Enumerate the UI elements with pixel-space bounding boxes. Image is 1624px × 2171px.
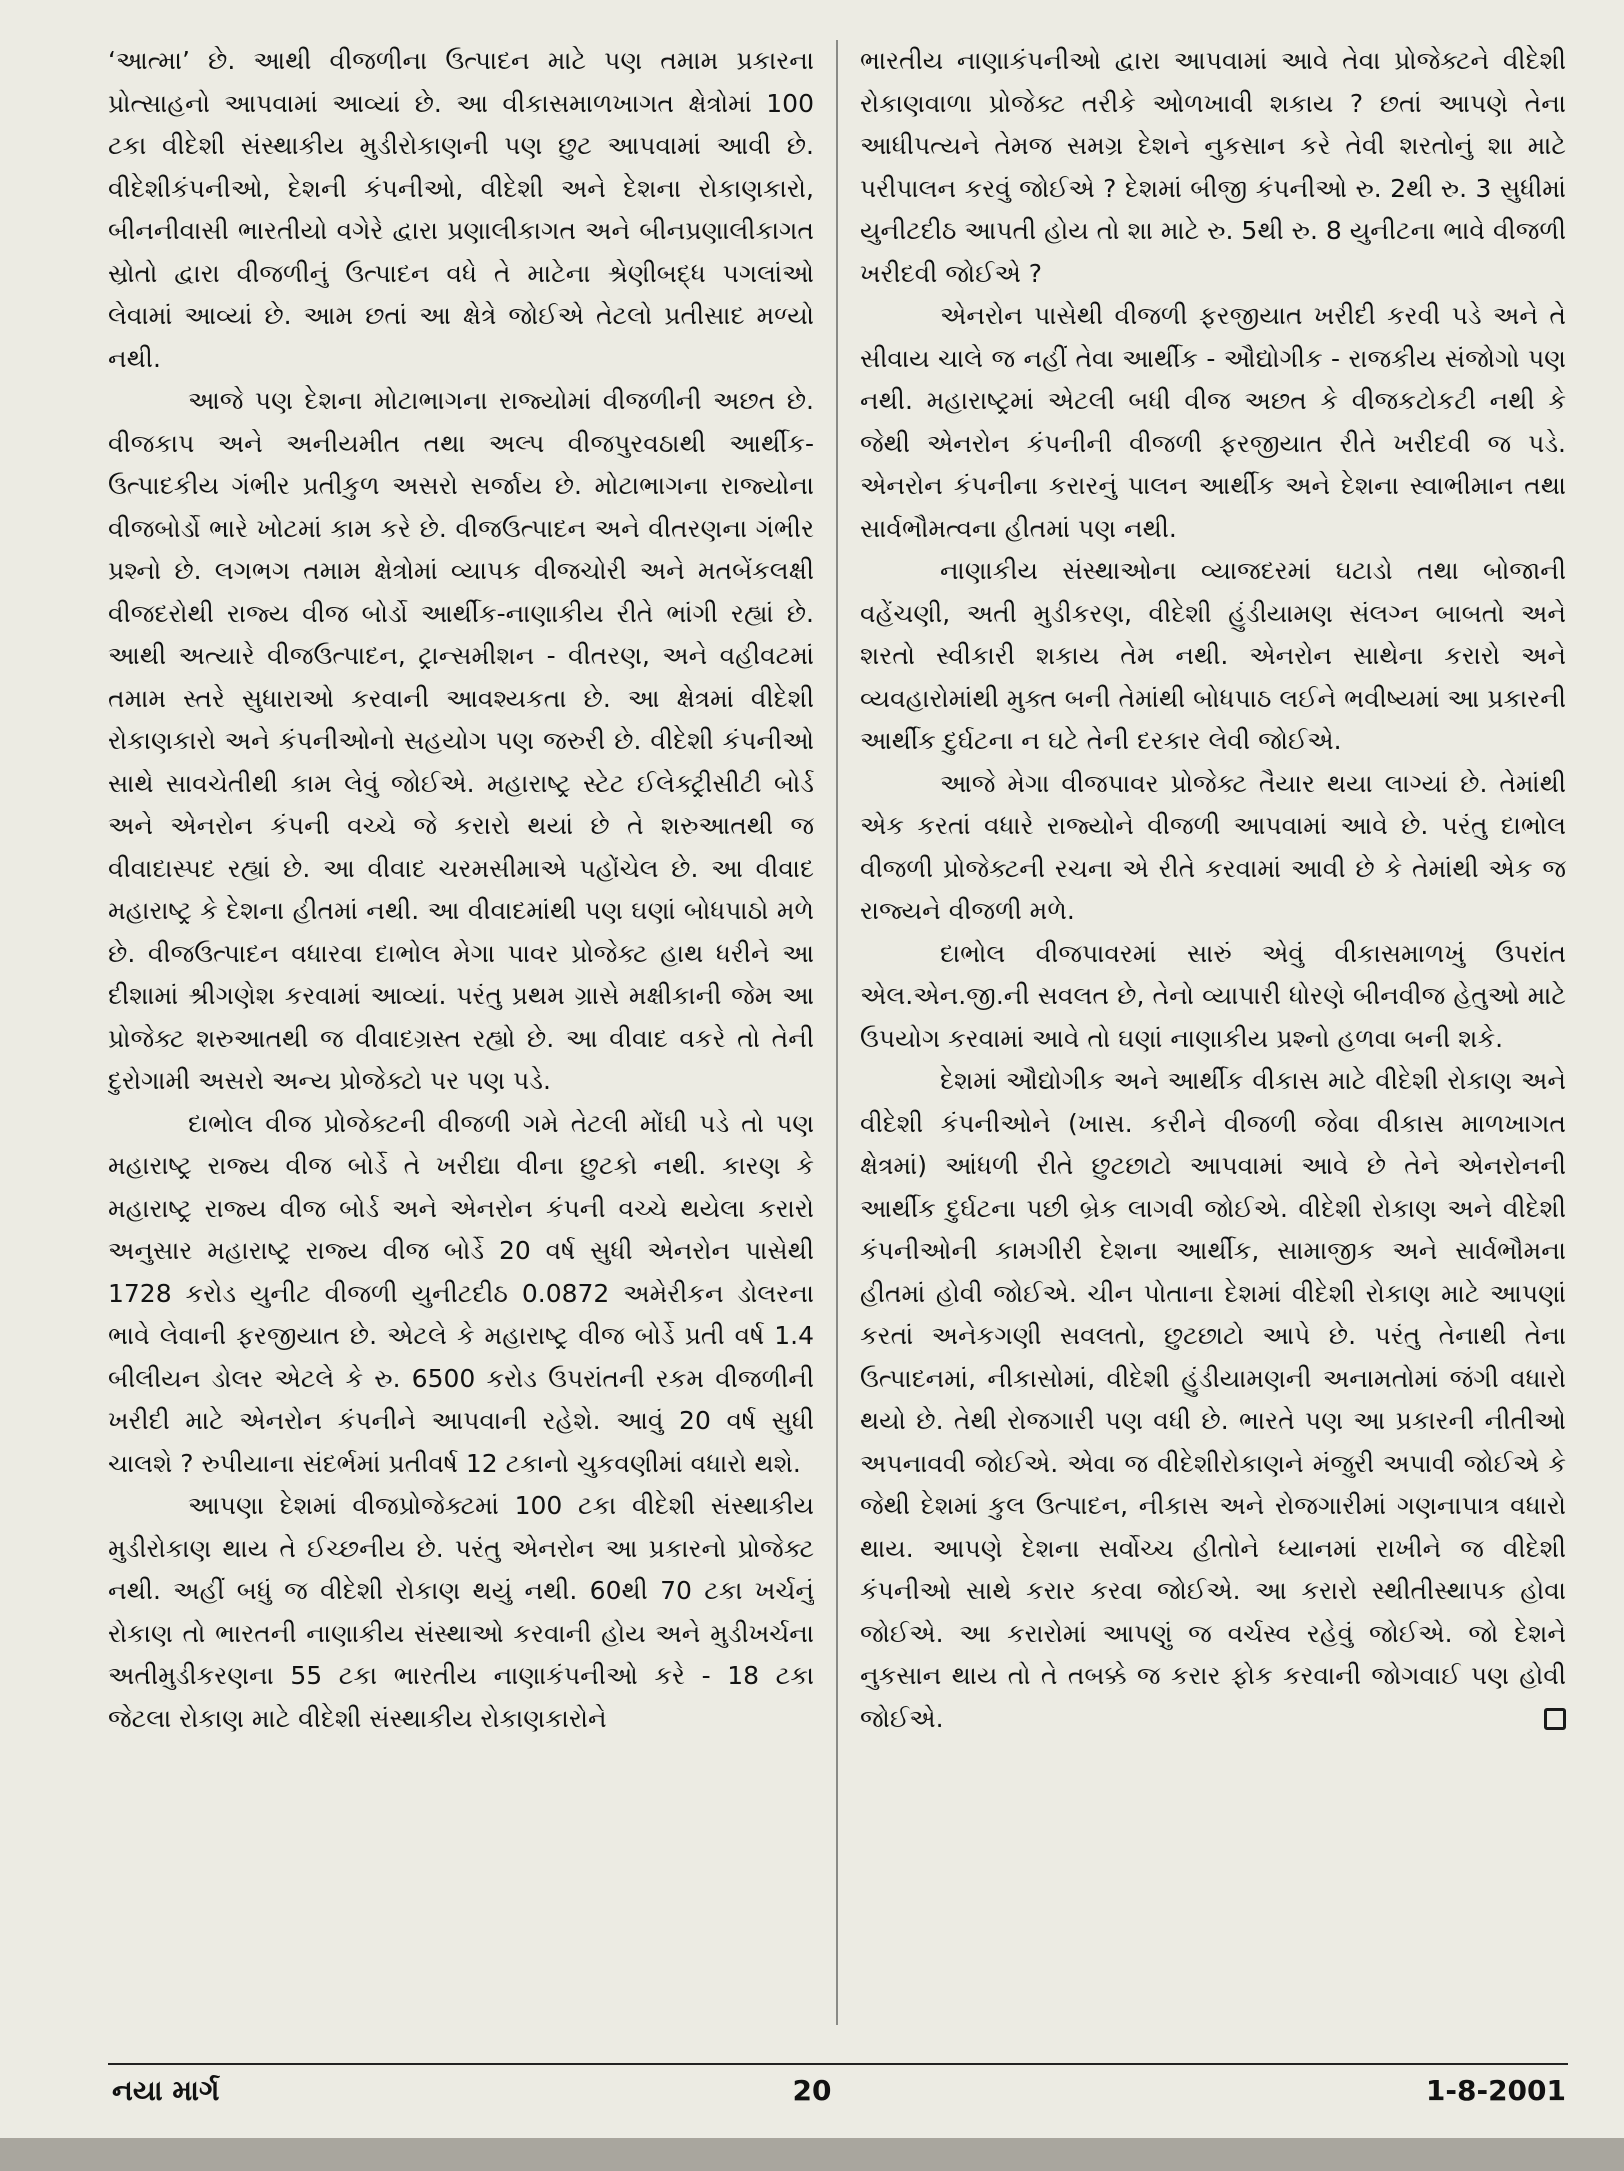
paragraph: આજે મેગા વીજપાવર પ્રોજેક્ટ તૈયાર થયા લાગ્યાં છે. તેમાંથી એક કરતાં વધારે રાજ્યોને વીજળી આપવામાં આવે છે. પરંતુ દાભોલ વીજળી પ્રોજેક્ટની રચના એ રીતે કરવામાં આવી છે કે તેમાંથી એક જ રાજ્યને વીજળી મળે. (860, 768, 1566, 925)
paragraph: નાણાકીય સંસ્થાઓના વ્યાજદરમાં ઘટાડો તથા બોજાની વહેંચણી, અતી મુડીકરણ, વીદેશી હુંડીયામણ સંલગ્ન બાબતો અને શરતો સ્વીકારી શકાય તેમ નથી. એનરોન સાથેના કરારો અને વ્યવહારોમાંથી મુક્ત બની તેમાંથી બોધપાઠ લઈને ભવીષ્યમાં આ પ્રકારની આર્થીક દુર્ઘટના ન ઘટે તેની દરકાર લેવી જોઈએ. (860, 556, 1566, 755)
left-column (108, 40, 814, 2025)
page-number: 20 (792, 2074, 832, 2107)
paragraph: આજે પણ દેશના મોટાભાગના રાજ્યોમાં વીજળીની અછત છે. વીજકાપ અને અનીયમીત તથા અલ્પ વીજપુરવઠાથી આર્થીક-ઉત્પાદકીય ગંભીર પ્રતીકુળ અસરો સર્જાય છે. મોટાભાગના રાજ્યોના વીજબોર્ડો ભારે ખોટમાં કામ કરે છે. વીજઉત્પાદન અને વીતરણના ગંભીર પ્રશ્નો છે. લગભગ તમામ ક્ષેત્રોમાં વ્યાપક વીજચોરી અને મતબેંકલક્ષી વીજદરોથી રાજ્ય વીજ બોર્ડો આર્થીક-નાણાકીય રીતે ભાંગી રહ્યાં છે. આથી અત્યારે વીજઉત્પાદન, ટ્રાન્સમીશન - વીતરણ, અને વહીવટમાં તમામ સ્તરે સુધારાઓ કરવાની આવશ્યકતા છે. આ ક્ષેત્રમાં વીદેશી રોકાણકારો અને કંપનીઓનો સહયોગ પણ જરુરી છે. વીદેશી કંપનીઓ સાથે સાવચેતીથી કામ લેવું જોઈએ. મહારાષ્ટ્ર સ્ટેટ ઈલેક્ટ્રીસીટી બોર્ડ અને એનરોન કંપની વચ્ચે જે કરારો થયાં છે તે શરુઆતથી જ વીવાદાસ્પદ રહ્યાં છે. આ વીવાદ ચરમસીમાએ પહોંચેલ છે. આ વીવાદ મહારાષ્ટ્ર કે દેશના હીતમાં નથી. આ વીવાદમાંથી પણ ઘણાં બોધપાઠો મળે છે. વીજઉત્પાદન વધારવા દાભોલ મેગા પાવર પ્રોજેક્ટ હાથ ધરીને આ દીશામાં શ્રીગણેશ કરવામાં આવ્યાં. પરંતુ પ્રથમ ગ્રાસે મક્ષીકાની જેમ આ પ્રોજેક્ટ શરુઆતથી જ વીવાદગ્રસ્ત રહ્યો છે. આ વીવાદ વકરે તો તેની દુરોગામી અસરો અન્ય પ્રોજેક્ટો પર પણ પડે. (108, 386, 814, 1095)
paragraph-text: દેશમાં ઔદ્યોગીક અને આર્થીક વીકાસ માટે વીદેશી રોકાણ અને વીદેશી કંપનીઓને (ખાસ. કરીને વીજળી જેવા વીકાસ માળખાગત ક્ષેત્રમાં) આંધળી રીતે છુટછાટો આપવામાં આવે છે તેને એનરોનની આર્થીક દુર્ઘટના પછી બ્રેક લાગવી જોઈએ. વીદેશી રોકાણ અને વીદેશી કંપનીઓની કામગીરી દેશના આર્થીક, સામાજીક અને સાર્વભૌમના હીતમાં હોવી જોઈએ. ચીન પોતાના દેશમાં વીદેશી રોકાણ માટે આપણાં કરતાં અનેકગણી સવલતો, છુટછાટો આપે છે. પરંતુ તેનાથી તેના ઉત્પાદનમાં, નીકાસોમાં, વીદેશી હુંડીયામણની અનામતોમાં જંગી વધારો થયો છે. તેથી રોજગારી પણ વધી છે. ભારતે પણ આ પ્રકારની નીતીઓ અપનાવવી જોઈએ. એવા જ વીદેશીરોકાણને મંજુરી અપાવી જોઈએ કે જેથી દેશમાં કુલ ઉત્પાદન, નીકાસ અને રોજગારીમાં ગણનાપાત્ર વધારો થાય. આપણે દેશના સર્વોચ્ચ હીતોને ધ્યાનમાં રાખીને જ વીદેશી કંપનીઓ સાથે કરાર કરવા જોઈએ. આ કરારો સ્થીતીસ્થાપક હોવા જોઈએ. આ કરારોમાં આપણું જ વર્ચસ્વ રહેવું જોઈએ. જો દેશને નુકસાન થાય તો તે તબક્કે જ કરાર ફોક કરવાની જોગવાઈ પણ હોવી જોઈએ. (860, 1066, 1566, 1733)
end-of-article-icon (1544, 1708, 1566, 1730)
right-column (860, 40, 1566, 2025)
paragraph-last (860, 1060, 1566, 1740)
publication-name: નયા માર્ગ (112, 2074, 220, 2107)
issue-date: 1-8-2001 (1425, 2074, 1566, 2107)
scan-edge (0, 2138, 1624, 2171)
footer-rule (108, 2063, 1568, 2065)
paragraph: દાભોલ વીજ પ્રોજેક્ટની વીજળી ગમે તેટલી મોંઘી પડે તો પણ મહારાષ્ટ્ર રાજ્ય વીજ બોર્ડે તે ખરીદ્યા વીના છુટકો નથી. કારણ કે મહારાષ્ટ્ર રાજ્ય વીજ બોર્ડ અને એનરોન કંપની વચ્ચે થયેલા કરારો અનુસાર મહારાષ્ટ્ર રાજ્ય વીજ બોર્ડે 20 વર્ષ સુધી એનરોન પાસેથી 1728 કરોડ યુનીટ વીજળી યુનીટદીઠ 0.0872 અમેરીકન ડોલરના ભાવે લેવાની ફરજીયાત છે. એટલે કે મહારાષ્ટ્ર વીજ બોર્ડે પ્રતી વર્ષ 1.4 બીલીયન ડોલર એટલે કે રુ. 6500 કરોડ ઉપરાંતની રકમ વીજળીની ખરીદી માટે એનરોન કંપનીને આપવાની રહેશે. આવું 20 વર્ષ સુધી ચાલશે ? રુપીયાના સંદર્ભમાં પ્રતીવર્ષ 12 ટકાનો ચુકવણીમાં વધારો થશે. (108, 1108, 814, 1478)
paragraph: દાભોલ વીજપાવરમાં સારું એવું વીકાસમાળખું ઉપરાંત એલ.એન.જી.ની સવલત છે, તેનો વ્યાપારી ધોરણે બીનવીજ હેતુઓ માટે ઉપયોગ કરવામાં આવે તો ઘણાં નાણાકીય પ્રશ્નો હળવા બની શકે. (860, 938, 1566, 1053)
paragraph: ‘આત્મા’ છે. આથી વીજળીના ઉત્પાદન માટે પણ તમામ પ્રકારના પ્રોત્સાહનો આપવામાં આવ્યાં છે. આ વીકાસમાળખાગત ક્ષેત્રોમાં 100 ટકા વીદેશી સંસ્થાકીય મુડીરોકાણની પણ છુટ આપવામાં આવી છે. વીદેશીકંપનીઓ, દેશની કંપનીઓ, વીદેશી અને દેશના રોકાણકારો, બીનનીવાસી ભારતીયો વગેરે દ્વારા પ્રણાલીકાગત અને બીનપ્રણાલીકાગત સ્રોતો દ્વારા વીજળીનું ઉત્પાદન વધે તે માટેના શ્રેણીબદ્ધ પગલાંઓ લેવામાં આવ્યાં છે. આમ છતાં આ ક્ષેત્રે જોઈએ તેટલો પ્રતીસાદ મળ્યો નથી. (108, 46, 814, 373)
column-divider (836, 40, 838, 2025)
paragraph: ભારતીય નાણાકંપનીઓ દ્વારા આપવામાં આવે તેવા પ્રોજેક્ટને વીદેશી રોકાણવાળા પ્રોજેક્ટ તરીકે ઓળખાવી શકાય ? છતાં આપણે તેના આધીપત્યને તેમજ સમગ્ર દેશને નુકસાન કરે તેવી શરતોનું શા માટે પરીપાલન કરવું જોઈએ ? દેશમાં બીજી કંપનીઓ રુ. 2થી રુ. 3 સુધીમાં યુનીટદીઠ આપતી હોય તો શા માટે રુ. 5થી રુ. 8 યુનીટના ભાવે વીજળી ખરીદવી જોઈએ ? (860, 46, 1566, 288)
paragraph: આપણા દેશમાં વીજપ્રોજેક્ટમાં 100 ટકા વીદેશી સંસ્થાકીય મુડીરોકાણ થાય તે ઈચ્છનીય છે. પરંતુ એનરોન આ પ્રકારનો પ્રોજેક્ટ નથી. અહીં બધું જ વીદેશી રોકાણ થયું નથી. 60થી 70 ટકા ખર્ચનું રોકાણ તો ભારતની નાણાકીય સંસ્થાઓ કરવાની હોય અને મુડીખર્ચના અતીમુડીકરણના 55 ટકા ભારતીય નાણાકંપનીઓ કરે - 18 ટકા જેટલા રોકાણ માટે વીદેશી સંસ્થાકીય રોકાણકારોને (108, 1491, 814, 1733)
paragraph: એનરોન પાસેથી વીજળી ફરજીયાત ખરીદી કરવી પડે અને તે સીવાય ચાલે જ નહીં તેવા આર્થીક - ઔદ્યોગીક - રાજકીય સંજોગો પણ નથી. મહારાષ્ટ્રમાં એટલી બધી વીજ અછત કે વીજકટોકટી નથી કે જેથી એનરોન કંપનીની વીજળી ફરજીયાત રીતે ખરીદવી જ પડે. એનરોન કંપનીના કરારનું પાલન આર્થીક અને દેશના સ્વાભીમાન તથા સાર્વભૌમત્વના હીતમાં પણ નથી. (860, 301, 1566, 543)
